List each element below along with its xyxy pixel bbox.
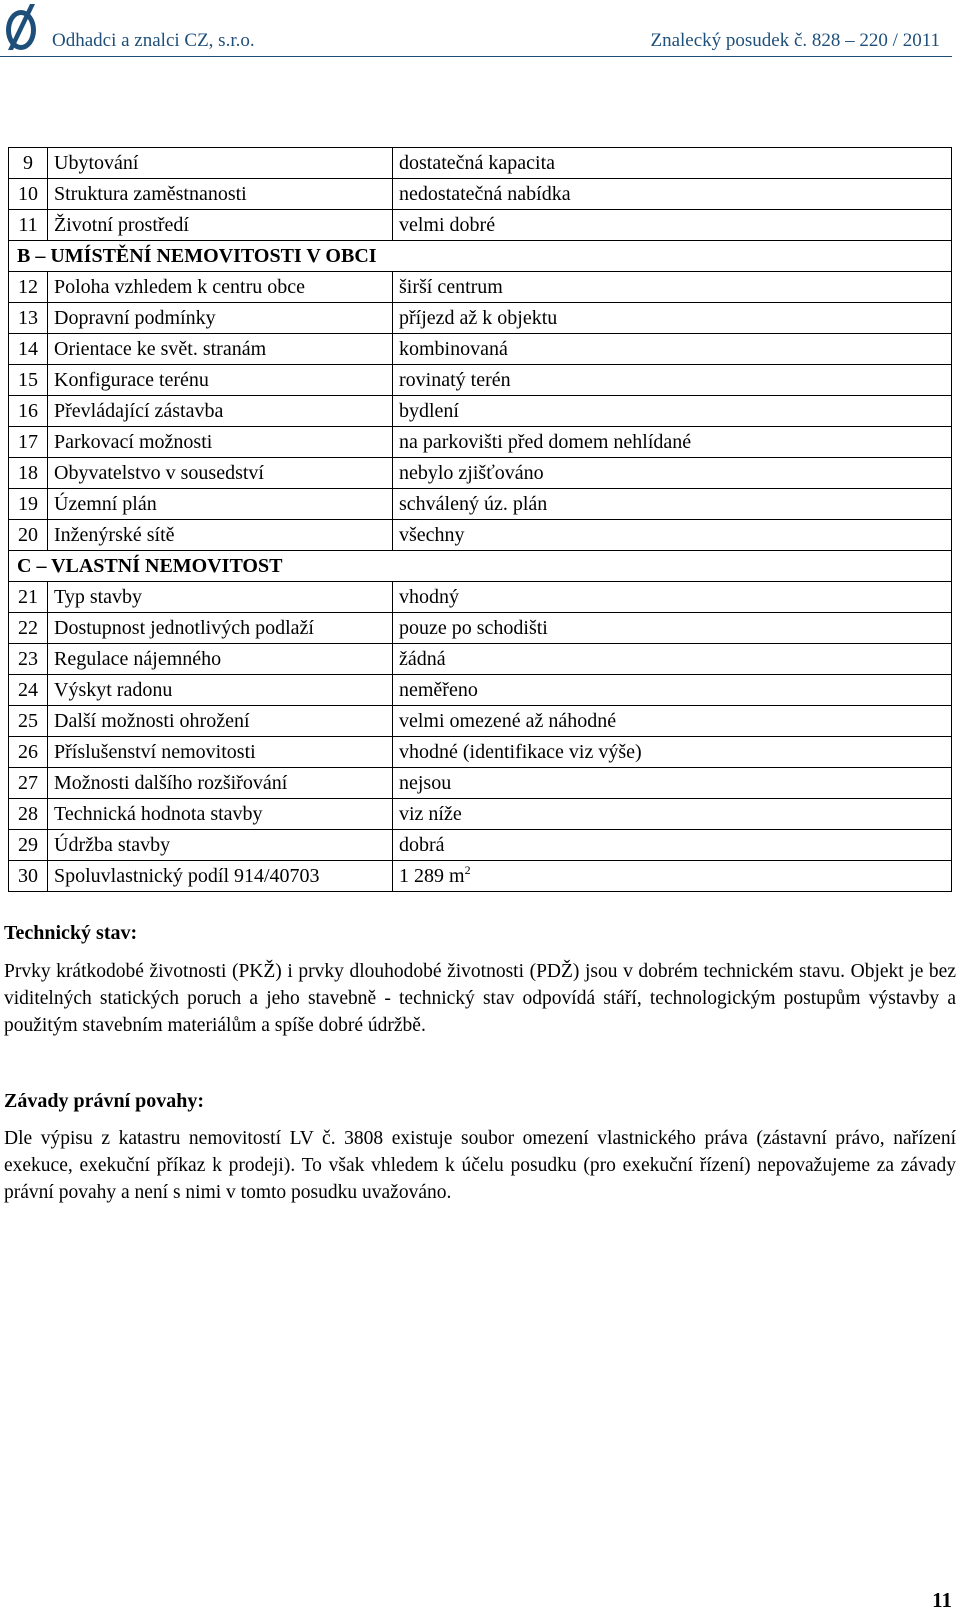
row-number: 21 [9, 582, 48, 613]
section-row [9, 551, 952, 582]
table-row [9, 613, 952, 644]
table-row [9, 396, 952, 427]
row-number: 14 [9, 334, 48, 365]
row-number: 19 [9, 489, 48, 520]
row-number: 13 [9, 303, 48, 334]
row-value: schválený úz. plán [393, 489, 952, 520]
table-row [9, 644, 952, 675]
row-number: 20 [9, 520, 48, 551]
row-number: 12 [9, 272, 48, 303]
table-row [9, 365, 952, 396]
table-row [9, 489, 952, 520]
table-row [9, 768, 952, 799]
row-label: Spoluvlastnický podíl 914/40703 [48, 861, 393, 892]
row-number: 25 [9, 706, 48, 737]
row-value: bydlení [393, 396, 952, 427]
row-label: Inženýrské sítě [48, 520, 393, 551]
row-number: 17 [9, 427, 48, 458]
row-label: Orientace ke svět. stranám [48, 334, 393, 365]
table-row [9, 148, 952, 179]
table-row [9, 303, 952, 334]
row-value: nejsou [393, 768, 952, 799]
row-label: Obyvatelstvo v sousedství [48, 458, 393, 489]
row-label: Typ stavby [48, 582, 393, 613]
row-number: 29 [9, 830, 48, 861]
row-value: velmi dobré [393, 210, 952, 241]
row-value: pouze po schodišti [393, 613, 952, 644]
row-number: 16 [9, 396, 48, 427]
row-label: Územní plán [48, 489, 393, 520]
row-number: 27 [9, 768, 48, 799]
row-value: vhodný [393, 582, 952, 613]
row-value: rovinatý terén [393, 365, 952, 396]
row-number: 11 [9, 210, 48, 241]
section-title: C – VLASTNÍ NEMOVITOST [9, 551, 952, 582]
section-title: B – UMÍSTĚNÍ NEMOVITOSTI V OBCI [9, 241, 952, 272]
row-value: příjezd až k objektu [393, 303, 952, 334]
table-row [9, 582, 952, 613]
row-number: 28 [9, 799, 48, 830]
table-row [9, 179, 952, 210]
row-value: nebylo zjišťováno [393, 458, 952, 489]
table-row [9, 706, 952, 737]
company-logo-icon [4, 2, 40, 52]
row-label: Technická hodnota stavby [48, 799, 393, 830]
row-value-superscript: 2 [464, 863, 471, 877]
row-number: 10 [9, 179, 48, 210]
row-value: nedostatečná nabídka [393, 179, 952, 210]
row-value-text: 1 289 m [399, 865, 465, 887]
row-value: viz níže [393, 799, 952, 830]
row-label: Možnosti dalšího rozšiřování [48, 768, 393, 799]
property-table [8, 147, 952, 892]
row-label: Struktura zaměstnanosti [48, 179, 393, 210]
row-label: Životní prostředí [48, 210, 393, 241]
row-value: neměřeno [393, 675, 952, 706]
row-value: všechny [393, 520, 952, 551]
row-value: kombinovaná [393, 334, 952, 365]
table-row [9, 675, 952, 706]
row-label: Další možnosti ohrožení [48, 706, 393, 737]
row-number: 30 [9, 861, 48, 892]
company-name: Odhadci a znalci CZ, s.r.o. [52, 30, 255, 51]
legal-defects-text: Dle výpisu z katastru nemovitostí LV č. 3808 existuje soubor omezení vlastnického práva (zástavní právo, nařízení exekuce, exekuční příkaz k prodeji). To však vhledem k účelu posudku (pro exekuční řízení) nepovažujeme za závady právní povahy a není s nimi v tomto posudku uvažováno. [4, 1128, 956, 1203]
row-number: 26 [9, 737, 48, 768]
row-label: Údržba stavby [48, 830, 393, 861]
row-number: 15 [9, 365, 48, 396]
row-label: Dostupnost jednotlivých podlaží [48, 613, 393, 644]
row-value [393, 861, 952, 892]
row-number: 24 [9, 675, 48, 706]
report-reference: Znalecký posudek č. 828 – 220 / 2011 [650, 30, 940, 51]
technical-state-text: Prvky krátkodobé životnosti (PKŽ) i prvky dlouhodobé životnosti (PDŽ) jsou v dobrém technickém stavu. Objekt je bez viditelných statických poruch a jeho stavebně - technický stav odpovídá stáří, technologickým postupům výstavby a použitým stavebním materiálům a spíše dobré údržbě. [4, 961, 956, 1036]
table-row [9, 799, 952, 830]
row-label: Regulace nájemného [48, 644, 393, 675]
row-label: Poloha vzhledem k centru obce [48, 272, 393, 303]
page-header [0, 0, 952, 57]
row-value: na parkovišti před domem nehlídané [393, 427, 952, 458]
row-label: Dopravní podmínky [48, 303, 393, 334]
row-value: dobrá [393, 830, 952, 861]
section-row [9, 241, 952, 272]
row-label: Ubytování [48, 148, 393, 179]
table-row [9, 458, 952, 489]
row-label: Převládající zástavba [48, 396, 393, 427]
row-label: Příslušenství nemovitosti [48, 737, 393, 768]
row-label: Výskyt radonu [48, 675, 393, 706]
table-row [9, 210, 952, 241]
technical-state-heading: Technický stav: [4, 922, 138, 944]
table-row [9, 737, 952, 768]
row-number: 23 [9, 644, 48, 675]
table-row [9, 520, 952, 551]
row-value: dostatečná kapacita [393, 148, 952, 179]
page-number: 11 [932, 1588, 952, 1612]
row-label: Konfigurace terénu [48, 365, 393, 396]
table-row [9, 830, 952, 861]
table-row [9, 861, 952, 892]
legal-defects-heading: Závady právní povahy: [4, 1090, 205, 1112]
table-row [9, 272, 952, 303]
row-number: 9 [9, 148, 48, 179]
row-number: 22 [9, 613, 48, 644]
row-value: širší centrum [393, 272, 952, 303]
table-row [9, 334, 952, 365]
row-value: žádná [393, 644, 952, 675]
row-value: velmi omezené až náhodné [393, 706, 952, 737]
row-label: Parkovací možnosti [48, 427, 393, 458]
row-value: vhodné (identifikace viz výše) [393, 737, 952, 768]
table-row [9, 427, 952, 458]
row-number: 18 [9, 458, 48, 489]
